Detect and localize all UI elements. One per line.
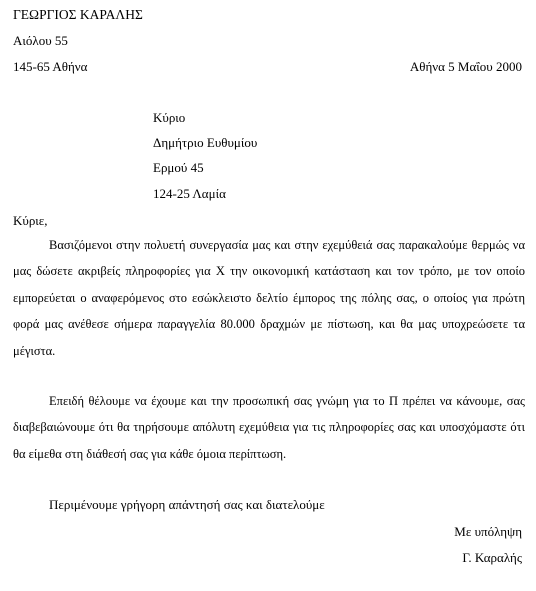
sender-street: Αιόλου 55 xyxy=(13,33,68,48)
body-paragraph-2: Επειδή θέλουμε να έχουμε και την προσωπική σας γνώμη για το Π πρέπει να κάνουμε, σας διαβεβαιώνουμε ότι θα τηρήσουμε απόλυτη εχεμύθεια για τις πληροφορίες σας και υποσχόμαστε ότι θα είμεθα στη διάθεσή σας για κάθε όμοια περίπτωση. xyxy=(13,394,525,461)
recipient-city: 124-25 Λαμία xyxy=(153,186,226,201)
closing-line: Περιμένουμε γρήγορη απάντησή σας και διατελούμε xyxy=(49,497,325,512)
body-paragraph-1: Βασιζόμενοι στην πολυετή συνεργασία μας και στην εχεμύθειά σας παρακαλούμε θερμώς να μας δώσετε ακριβείς πληροφορίες για Χ την οικονομική κατάσταση και τον τρόπο, με τον οποίο εμπορεύεται ο αναφερόμενος στο εσώκλειστο δελτίο έμπορος της πόλης σας, ο οποίος για πρώτη φορά μας ανέθεσε σήμερα παραγγελία 80.000 δραχμών με πίστωση, και θα μας υποχρεώσετε τα μέγιστα. xyxy=(13,238,525,358)
recipient-title: Κύριο xyxy=(153,110,186,125)
recipient-street: Ερμού 45 xyxy=(153,160,204,175)
sender-name: ΓΕΩΡΓΙΟΣ ΚΑΡΑΛΗΣ xyxy=(13,7,143,22)
regards: Με υπόληψη xyxy=(454,524,522,539)
recipient-name: Δημήτριο Ευθυμίου xyxy=(153,135,258,150)
sender-city: 145-65 Αθήνα xyxy=(13,59,88,74)
signature-name: Γ. Καραλής xyxy=(462,550,522,565)
salutation: Κύριε, xyxy=(13,213,48,228)
letter-date: Αθήνα 5 Μαΐου 2000 xyxy=(409,59,522,74)
